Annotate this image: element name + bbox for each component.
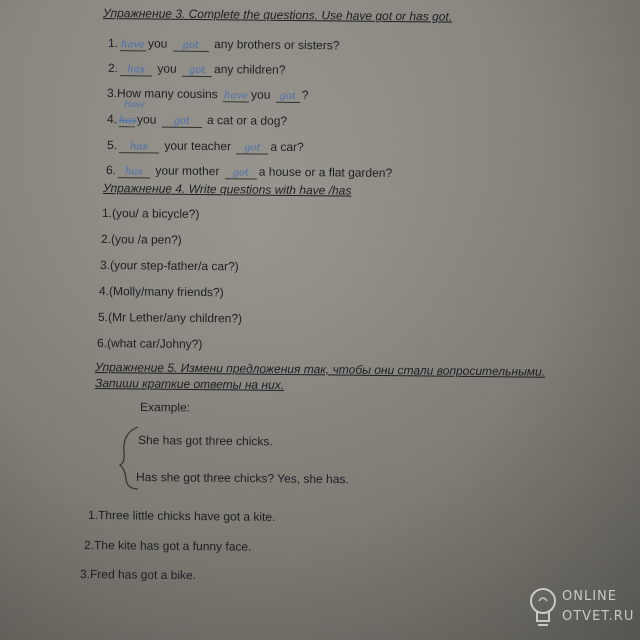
exercise-4-heading: Упражнение 4. Write questions with have /has bbox=[102, 181, 352, 198]
answer-blank: has bbox=[118, 115, 137, 127]
exercise-3-question-1: 1. have you got any brothers or sisters? bbox=[107, 36, 340, 53]
exercise-4-item: 5.(Mr Lether/any children?) bbox=[97, 310, 243, 326]
exercise-5-item: 2.The kite has got a funny face. bbox=[83, 538, 252, 554]
exercise-5-item: 3.Fred has got a bike. bbox=[79, 567, 197, 583]
exercise-3-question-4: 4. hasyou got a cat or a dog? bbox=[106, 112, 288, 128]
answer-blank: has bbox=[119, 141, 159, 153]
answer-blank: has bbox=[118, 166, 150, 178]
example-sentence: She has got three chicks. bbox=[137, 433, 273, 449]
answer-blank: has bbox=[120, 64, 152, 76]
exercise-3-heading: Упражнение 3. Complete the questions. Use have got or has got. bbox=[102, 6, 453, 24]
exercise-3-question-6: 6. has your mother got a house or a flat garden? bbox=[105, 163, 393, 180]
exercise-5-heading: Упражнение 5. Измени предложения так, чтобы они стали вопросительными. bbox=[94, 360, 546, 379]
answer-blank: got bbox=[173, 40, 209, 52]
answer-blank: got bbox=[182, 65, 212, 77]
exercise-3-question-2: 2. has you got any children? bbox=[107, 61, 286, 77]
lightbulb-icon bbox=[528, 585, 558, 631]
handwritten-correction: Have bbox=[124, 100, 145, 109]
exercise-4-item: 6.(what car/Johny?) bbox=[96, 336, 203, 352]
exercise-3-question-5: 5. has your teacher got a car? bbox=[106, 138, 304, 155]
watermark-logo bbox=[528, 583, 638, 633]
exercise-5-subheading: Запиши краткие ответы на них. bbox=[94, 376, 285, 392]
answer-blank: got bbox=[162, 116, 202, 128]
answer-blank: got bbox=[276, 91, 300, 103]
exercise-4-item: 3.(your step-father/a car?) bbox=[99, 258, 239, 274]
answer-blank: got bbox=[236, 142, 268, 154]
watermark-line1: ONLINE bbox=[562, 589, 617, 604]
answer-blank: have bbox=[120, 39, 146, 51]
exercise-4-item: 2.(you /a pen?) bbox=[100, 232, 182, 247]
exercise-3-question-3: 3.How many cousins have you got ? bbox=[106, 86, 309, 103]
answer-blank: have bbox=[223, 90, 249, 102]
exercise-5-item: 1.Three little chicks have got a kite. bbox=[87, 508, 276, 524]
exercise-4-item: 1.(you/ a bicycle?) bbox=[101, 206, 200, 222]
example-label: Example: bbox=[139, 400, 191, 415]
answer-blank: got bbox=[225, 167, 257, 179]
exercise-4-item: 4.(Molly/many friends?) bbox=[98, 284, 224, 300]
watermark-line2: OTVET.RU bbox=[562, 609, 635, 624]
example-answer: Has she got three chicks? Yes, she has. bbox=[135, 470, 349, 487]
